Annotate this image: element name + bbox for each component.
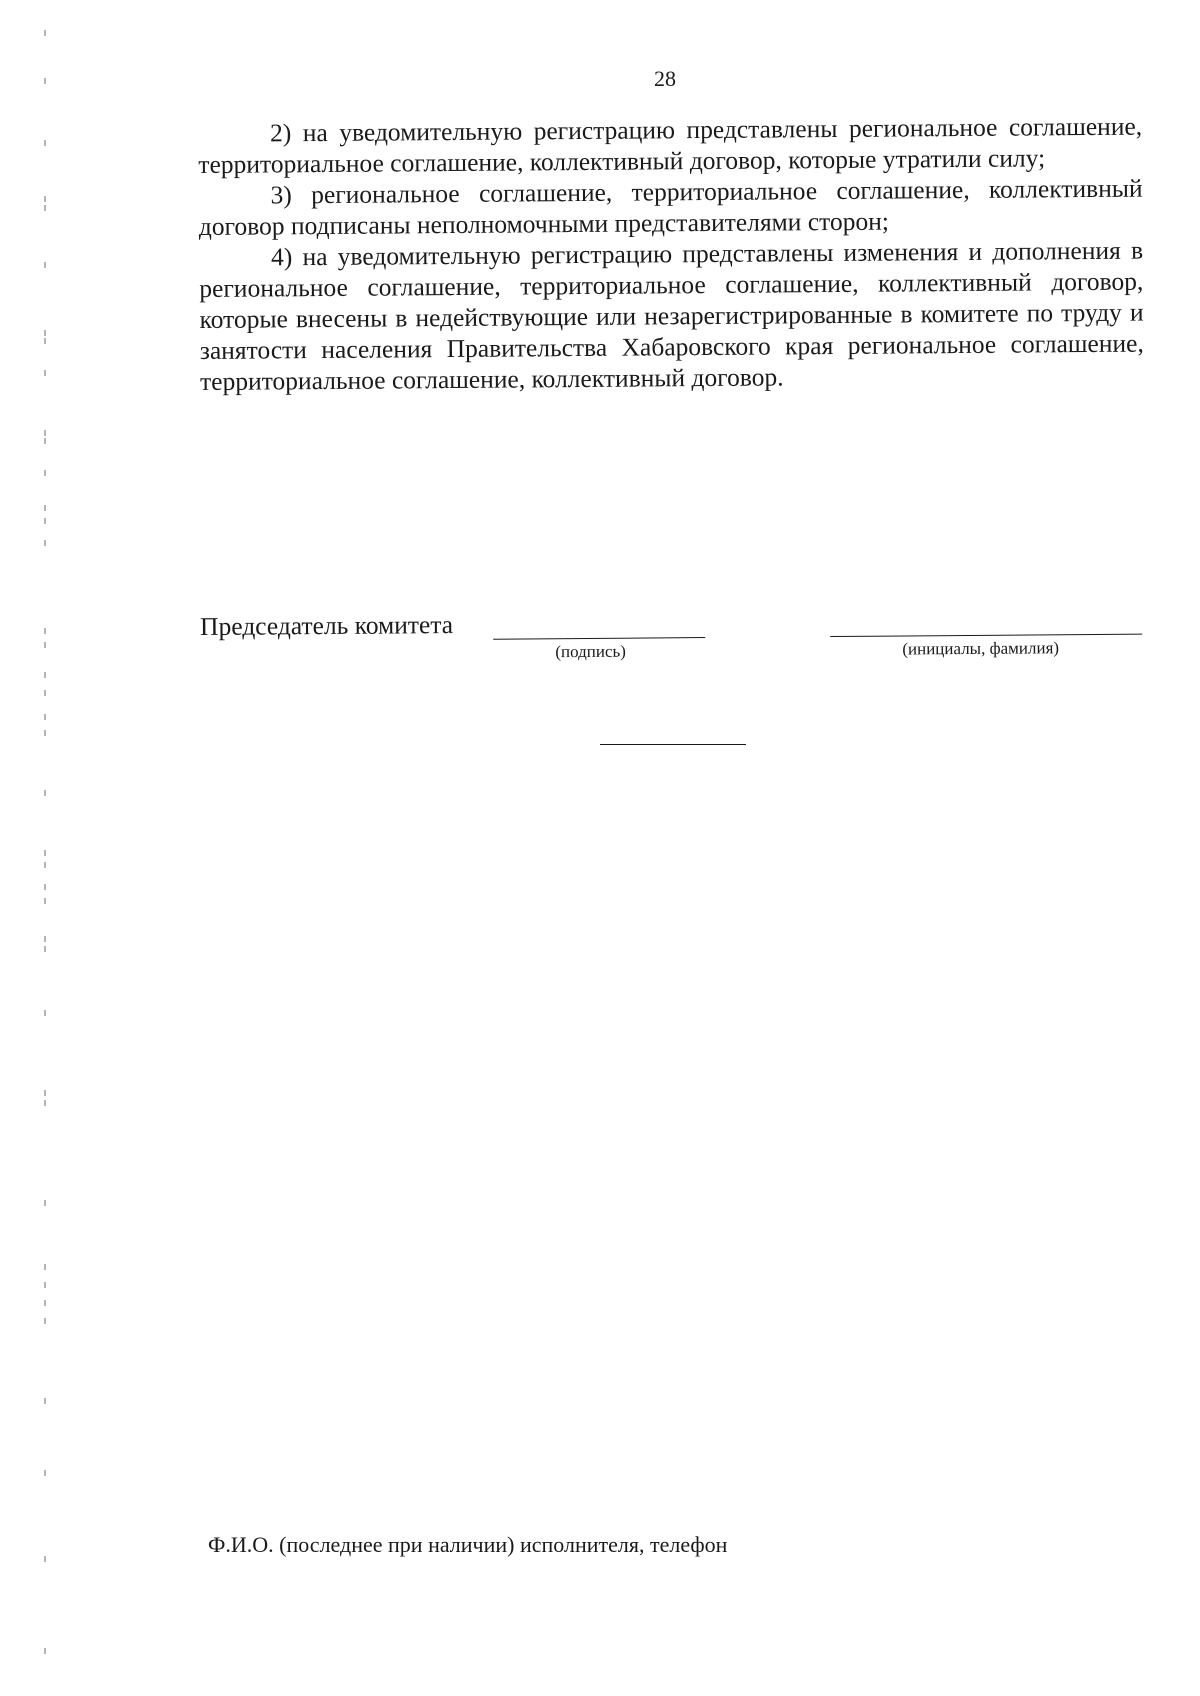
- name-line: [830, 634, 1142, 637]
- name-caption: (инициалы, фамилия): [902, 638, 1060, 659]
- signatory-title: Председатель комитета: [200, 610, 454, 641]
- document-body: [198, 111, 1144, 397]
- signature-block: [200, 605, 1150, 672]
- executor-note: Ф.И.О. (последнее при наличии) исполнителя, телефон: [208, 1532, 728, 1557]
- signature-line: [493, 637, 705, 640]
- page-number: 28: [654, 66, 676, 91]
- separator-line: [600, 744, 746, 745]
- signature-caption: (подпись): [555, 641, 626, 662]
- scan-margin-marks: [38, 0, 58, 1696]
- paragraph-item-2: 2) на уведомительную регистрацию представлены региональное соглашение, территориальное соглашение, коллективный договор, которые утратили силу;: [198, 111, 1143, 179]
- paragraph-item-4: 4) на уведомительную регистрацию представлены изменения и дополнения в региональное соглашение, территориальное соглашение, коллективный договор, которые внесены в недействующие или незарегистрированные в комитете по труду и занятости населения Правительства Хабаровского края региональное соглашение, территориальное соглашение, коллективный договор.: [199, 235, 1144, 396]
- paragraph-item-3: 3) региональное соглашение, территориальное соглашение, коллективный договор подписаны неполномочными представителями сторон;: [198, 173, 1143, 241]
